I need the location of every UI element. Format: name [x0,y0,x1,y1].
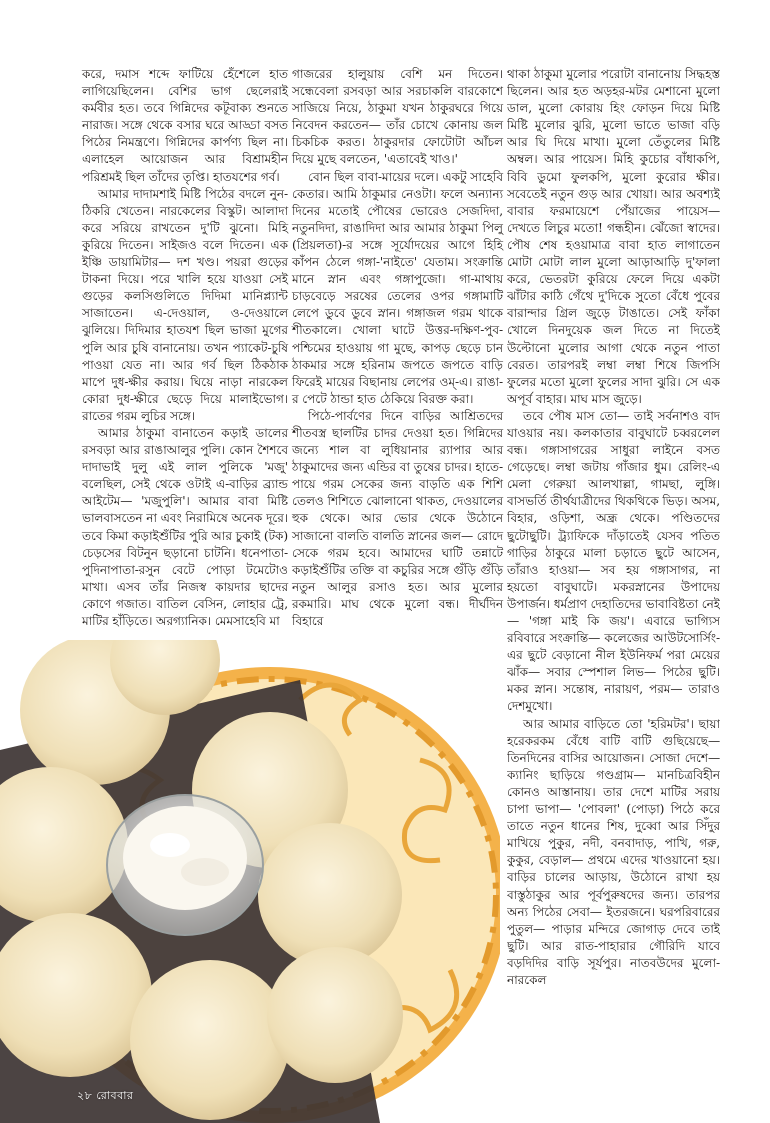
paragraph: বোন ছিল বাবা-মায়ের দলে। একটু সাহেবি কেতার। আমি ঠাকুমার নেওটা। ফলে অন্যান্য দিনের মতোই পৌষের ভোরেও সেজদিদা, নতুনদিদা, রাঙাদিদা আর আমার ঠাকুমা পিলু (প্রিয়লতা)-র সঙ্গে সূর্যোদয়ের আগে হিহি কাঁপন ঠেলে গঙ্গা-'নাইতে' যেতাম। সংক্রান্তি মানে স্নান এবং গঙ্গাপুজো। গা-মাথায় চাড়বেড়ে সরষের তেলের ওপর গঙ্গামাটি লেপে ডুবে ডুবে স্নান। গঙ্গাজল গরম থাকে শীতকালে। খোলা ঘাটে উত্তর-দক্ষিণ-পুব-পশ্চিমের হাওয়ায় গা মুছে, কাপড় ছেড়ে চান ঠাকমার সঙ্গে হরিনাম জপতে জপতে বাড়ি ফিরেই মায়ের বিছানায় লেপের ওম্-এ। রাঙা-র পেটে ঠান্ডা হাত ঠেকিয়ে বিরক্ত করা। [292,169,503,406]
article-column-3 [507,66,720,1086]
page-number: ২৮ রোববার [77,1089,134,1102]
paragraph: থাকা ঠাকুমা মুলোর পরোটা বানানোয় সিদ্ধহস্ত ছিলেন। আর হত অড়হর-মটর মেশানো মুলো ডাল, মুলো কোরায় হিং ফোড়ন দিয়ে মিষ্টি মিষ্টি মুলোর ঝুরি, মুলো ভাতে ভাজা বড়ি আর ঘি দিয়ে মাখা। মুলো তেঁতুলের মিষ্টি অম্বল। আর পায়েস। মিহি কুচোর বাঁধাকপি, বিবি ডুমো ফুলকপি, মুলো কুরোর ক্ষীর। সবেতেই নতুন গুড় আর খোয়া। আর অবশ্যই বাবার ফরমায়েশে পেঁয়াজের পায়েস— দেখতে লিচুর মতো! গন্ধহীন। ঝেঁজো স্বাদের। পৌষ শেষ হওয়ামাত্র বাবা হাত লাগাতেন মোটা মোটা লাল মুলো আড়াআড়ি দু'ফালা করে, ভেতরটা কুরিয়ে ফেলে দিয়ে একটা ঝাঁটার কাঠি গেঁথে দু'দিকে সুতো বেঁধে পুবের বারান্দার গ্রিল জুড়ে টাঙাতে। সেই ফাঁকা খোলে দিনদুয়েক জল দিতে না দিতেই উল্টোনো মুলোর আগা থেকে নতুন পাতা বেরত। তারপরই লম্বা লম্বা শিষে জিপসি ফুলের মতো মুলো ফুলের সাদা ঝুরি। সে এক অপূর্ব বাহার। মাঘ মাস জুড়ে। [507,67,720,406]
paragraph: আমার ঠাকুমা বানাতেন কড়াই ডালের রসবড়া আর রাঙাআলুর পুলি। কোন শৈশবে দাদাভাই দুলু এই লাল পুলিকে 'মজু' বলেছিল, সেই থেকে ওটাই এ-বাড়ির ব্র্যান্ড আইটেম— 'মজুপুলি'। আমার বাবা মিষ্টি ভালবাসতেন না এবং নিরামিষে অনেক দূরে। তবে কিমা কড়াইশুঁটির পুরি আর চুকাই (টক) চেড়সের বিটনুন ছড়ানো চাটনি। ধনেপাতা-পুদিনাপাতা-রসুন বেটে পোড়া টমেটোও মাখা। এসব তাঁর নিজস্ব কায়দার ছাদের কোণে গজাত। বাতিল বেসিন, লোহার ট্রে, মাটির হাঁড়িতে। অরগ্যানিক। মেমসাহেবি মা [82,425,288,628]
article-column-2 [292,66,503,630]
paragraph: আর আমার বাড়িতে তো 'হরিমটর'। ছায়া হরেকরকম বেঁধে বাটি বাটি গুছিয়েছে— তিনদিনের বাসির আয়োজন। সোজা দেশে— ক্যানিং ছাড়িয়ে গণ্ডগ্রাম— মানচিত্রবিহীন কোনও আস্তানায়। তার দেশে মাটির সরায় চাপা ভাপা— 'পোবলা' (পোড়া) পিঠে করে তাতে নতুন ধানের শিষ, দুব্বো আর সিঁদুর মাখিয়ে পুকুর, নদী, বনবাদাড়, পাখি, গরু, কুকুর, বেড়াল— প্রথমে এদের খাওয়ানো হয়। বাড়ির চালের আড়ায়, উঠোনে রাখা হয় বাস্তুঠাকুর আর পূর্বপুরুষদের জন্য। তারপর অন্য পিঠের সেবা— ইতরজনে। ঘরপরিবারের পুতুল— পাড়ার মন্দিরে জোগাড় দেবে তাই ছুটি। আর রাত-পাহারার গৌরিদি যাবে বড়দিদির বাড়ি সূর্যপুর। নাতবউদের মুলো-নারকেল [507,716,720,987]
paragraph: করে, দমাস শব্দে ফাটিয়ে হেঁশেলে হাত লাগিয়েছিলেন। বেশির ভাগ ছেলেরাই কর্মবীর হত। তবে গিন্নিদের কটূবাক্য শুনতে নারাজ। সঙ্গে থেকে বসার ঘরে আড্ডা বসত পিঠের নিমন্ত্রণে। গিন্নিদের কার্পণ্য ছিল না। এলাহেল আয়োজন আর বিশ্রামহীন পরিশ্রমই ছিল তাঁদের তৃপ্তি। হাতযশের গর্ব। [82,67,288,184]
food-photo-pithe [0,640,500,1123]
paragraph: আমার দাদামশাই মিষ্টি পিঠের বদলে নুন-ঠিকরি খেতেন। নারকেলের বিস্কুট। আলাদা করে সরিয়ে রাখতেন দু'টি ঝুনো। মিহি কুরিয়ে দিতেন। সাইজও বলে দিতেন। এক ইঞ্চি ডায়ামিটার— দশ খণ্ড। পয়রা গুড়ের টাকনা দিয়ে। পরে খালি হয়ে যাওয়া সেই গুড়ের কলসিগুলিতে দিদিমা মানিপ্ল্যান্ট সাজাতেন। এ-দেওয়াল, ও-দেওয়ালে ঝুলিয়ে। দিদিমার হাতযশ ছিল ভাজা মুগের পুলি আর চুষি বানানোয়। তখন প্যাকেট-চুষি পাওয়া যেত না। আর গর্ব ছিল ঠিকঠাক মাপে দুধ-ক্ষীর করায়। ঘিয়ে নাড়া নারকেল কোরা দুধ-ক্ষীরে ছেড়ে দিয়ে মালাইভোগ। রাতের গরম লুচির সঙ্গে। [82,186,288,423]
paragraph: গাজরের হালুয়ায় বেশি মন দিতেন। সন্ধেবেলা রসবড়া আর সরচাকলি বারকোশে সাজিয়ে নিয়ে, ঠাকুমা যখন ঠাকুরঘরে গিয়ে নিবেদন করতেন— তাঁর চোখে কোনায় জল চিকচিক করত। ঠাকুরদার ফোটোটা আঁচল দিয়ে মুছে বলতেন, 'এতাবেই খাও।' [292,67,503,167]
coconut-bowl [107,795,263,935]
paragraph: তবে পৌষ মাস তো— তাই সর্বনাশও বাদ যাওয়ার নয়। কলকাতার বাবুঘাটে চব্বরলেল বন্ধ। গঙ্গাসাগরের সাধুরা লাইনে বসত গেড়েছে। লম্বা জটায় গাঁজার ধুম। রেলিং-এ মেলা গেরুয়া আলখাল্লা, গামছা, লুঙ্গি। বাসভর্তি তীর্থযাত্রীদের থিকথিকে ভিড়। অসম, বিহার, ওড়িশা, অন্ধ্র থেকে। পণ্ডিতদের ছুটোছুটি। ট্র্যাফিকে দাঁড়াতেই যেসব পতিত গাড়ির ঠাকুরে মালা চড়াতে ছুটে আসেন, তাঁরাও হাওয়া— সব হয় গঙ্গাসাগর, না হয়তো বাবুঘাটে। মকরস্নানের উপাদেয় উপার্জন। ধর্মপ্রাণ দেহাতিদের ভাবাবিষ্টতা নেই— 'গঙ্গা মাই কি জয়'। এবারে ভাগ্যিস রবিবারে সংক্রান্তি— কলেজের আউটসোর্সিং-এর ছুটে বেড়ানো নীল ইউনিফর্ম পরা মেয়ের ঝাঁক— সবার স্পেশাল লিভ— পিঠের ছুটি। মকর স্নান। সন্তোষ, নারায়ণ, পরম— তারাও দেশমুখো। [507,408,720,714]
paragraph: পিঠে-পার্বণের দিনে বাড়ির আশ্রিতদের শীতবস্ত্র ছালটির চাদর দেওয়া হত। গিন্নিদের জন্যে শাল বা লুধিয়ানার র‍্যাপার আর ঠাকুমাদের জন্য এন্ডির বা তুষের চাদর। হাতে-পায়ে গরম সেকের জন্য বাড়তি এক শিশি তেলও শিশিতে ঝোলানো থাকত, দেওয়ালের হুক থেকে। আর ভোর থেকে উঠোনে সাজানো বালতি বালতি স্নানের জল— রোদে সেকে গরম হবে। আমাদের ঘাটি তন্নাটে কড়াইশুঁটির তক্তি বা কচুরির সঙ্গে গুঁড়ি গুঁড়ি নতুন আলুর রসাও হত। আর মুলোর রকমারি। মাঘ থেকে মুলো বন্ধ। দীর্ঘদিন বিহারে [292,408,503,628]
article-column-1 [82,66,288,630]
